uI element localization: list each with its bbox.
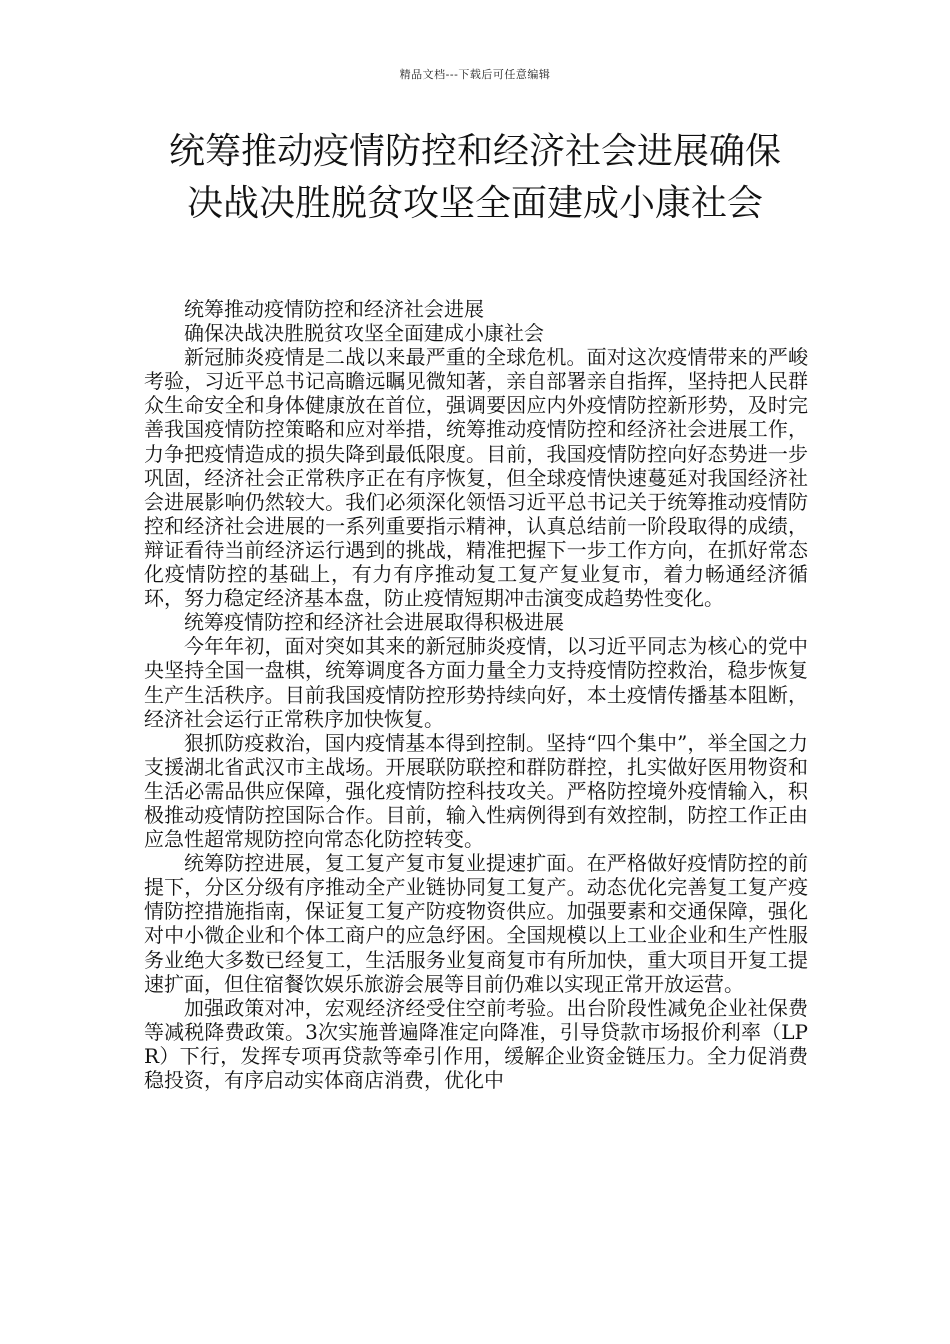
document-title — [60, 126, 890, 230]
paragraph-policy: 加强政策对冲，宏观经济经受住空前考验。出台阶段性减免企业社保费等减税降费政策。3次实施普遍降准定向降准，引导贷款市场报价利率（LPR）下行，发挥专项再贷款等牵引作用，缓解企业资金链压力。全力促消费稳投资，有序启动实体商店消费，优化中 — [144, 995, 808, 1092]
paragraph-resumption: 统筹防控进展，复工复产复市复业提速扩面。在严格做好疫情防控的前提下，分区分级有序推动全产业链协同复工复产。动态优化完善复工复产疫情防控措施指南，保证复工复产防疫物资供应。加强要素和交通保障，强化对中小微企业和个体工商户的应急纾困。全国规模以上工业企业和生产性服务业绝大多数已经复工，生活服务业复商复市有所加快，重大项目开复工提速扩面，但住宿餐饮娱乐旅游会展等目前仍难以实现正常开放运营。 — [144, 851, 808, 996]
subtitle-line-1: 统筹推动疫情防控和经济社会进展 — [184, 297, 484, 321]
title-line-1: 统筹推动疫情防控和经济社会进展确保 — [168, 131, 781, 172]
paragraph-epidemic-control: 狠抓防疫救治，国内疫情基本得到控制。坚持“四个集中”，举全国之力支援湖北省武汉市主战场。开展联防联控和群防群控，扎实做好医用物资和生活必需品供应保障，强化疫情防控科技攻关。严格防控境外疫情输入，积极推动疫情防控国际合作。目前，输入性病例得到有效控制，防控工作正由应急性超常规防控向常态化防控转变。 — [144, 730, 808, 852]
section-heading: 统筹疫情防控和经济社会进展取得积极进展 — [184, 610, 564, 635]
header-note: 精品文档---下载后可任意编辑 — [399, 68, 551, 81]
paragraph-intro: 新冠肺炎疫情是二战以来最严重的全球危机。面对这次疫情带来的严峻考验，习近平总书记高瞻远瞩见微知著，亲自部署亲自指挥，坚持把人民群众生命安全和身体健康放在首位，强调要因应内外疫情防控新形势，及时完善我国疫情防控策略和应对举措，统筹推动疫情防控和经济社会进展工作，力争把疫情造成的损失降到最低限度。目前，我国疫情防控向好态势进一步巩固，经济社会正常秩序正在有序恢复，但全球疫情快速蔓延对我国经济社会进展影响仍然较大。我们必须深化领悟习近平总书记关于统筹推动疫情防控和经济社会进展的一系列重要指示精神，认真总结前一阶段取得的成绩，辩证看待当前经济运行遇到的挑战，精准把握下一步工作方向，在抓好常态化疫情防控的基础上，有力有序推动复工复产复业复市，着力畅通经济循环，努力稳定经济基本盘，防止疫情短期冲击演变成趋势性变化。 — [144, 345, 808, 611]
subtitle-line-2: 确保决战决胜脱贫攻坚全面建成小康社会 — [184, 321, 544, 346]
document-body — [144, 297, 808, 1092]
title-line-2: 决战决胜脱贫攻坚全面建成小康社会 — [186, 183, 763, 224]
paragraph-overview: 今年年初，面对突如其来的新冠肺炎疫情，以习近平同志为核心的党中央坚持全国一盘棋，统筹调度各方面力量全力支持疫情防控救治，稳步恢复生产生活秩序。目前我国疫情防控形势持续向好，本土疫情传播基本阻断，经济社会运行正常秩序加快恢复。 — [144, 634, 808, 731]
